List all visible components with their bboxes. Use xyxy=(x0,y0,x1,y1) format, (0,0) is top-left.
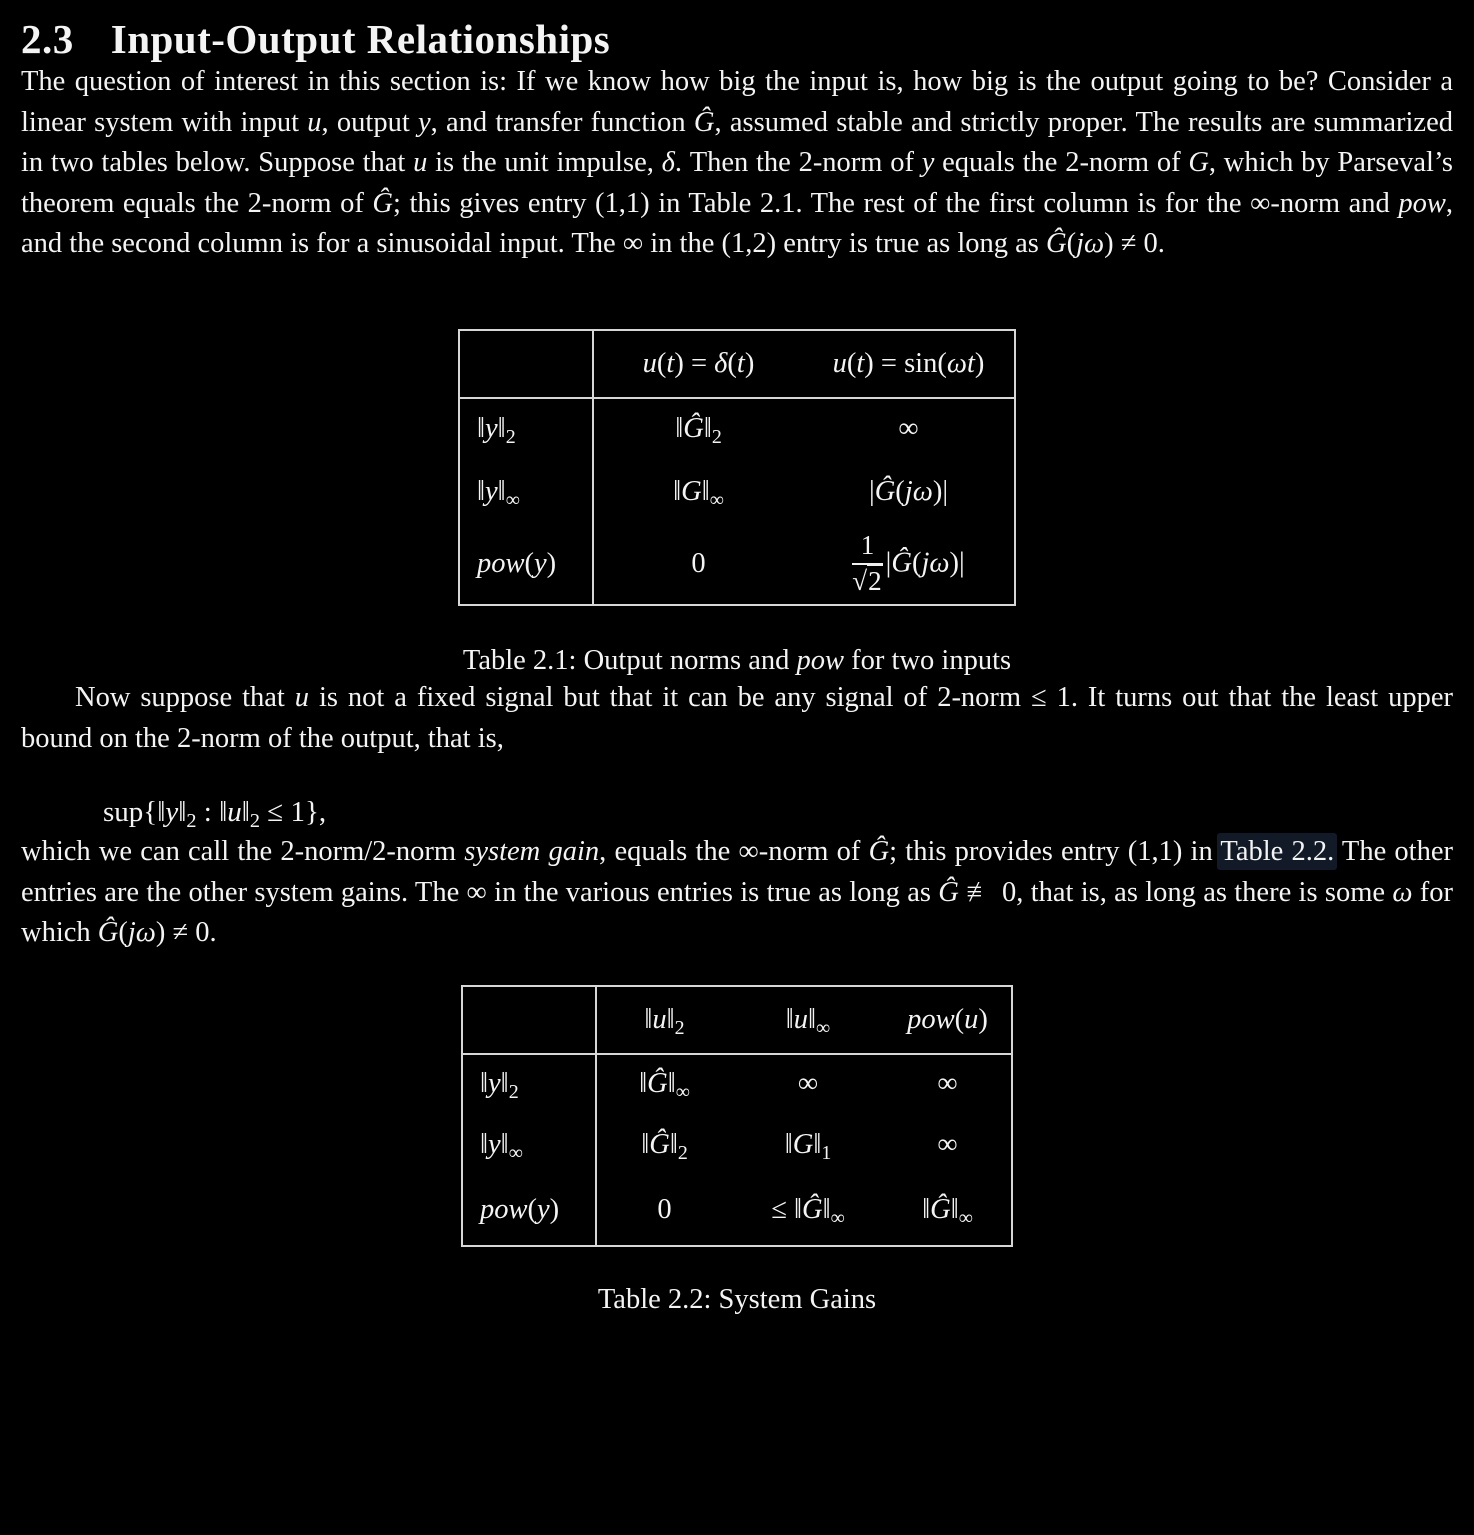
math-subscript: ∞ xyxy=(709,488,724,511)
fraction-one-over-sqrt2: $\frac{1}{√2}$ xyxy=(852,530,882,597)
table-row-label: pow(y) xyxy=(459,524,593,605)
table-row-label: pow(y) xyxy=(462,1176,596,1246)
section-number: 2.3 xyxy=(21,16,74,62)
math-subscript: 1 xyxy=(821,1141,832,1164)
math-italic: system gain xyxy=(464,836,600,868)
math-italic: y xyxy=(537,1194,550,1226)
math-italic: Ĝ xyxy=(1046,228,1067,260)
table-row xyxy=(459,460,1015,524)
table-row-label: $‖y‖_\infty$ xyxy=(462,1114,596,1176)
math-italic: u xyxy=(413,147,428,179)
math-italic: u xyxy=(307,106,322,138)
paragraph-system-gains: which we can call the 2-norm/2-norm system gain, equals the ∞-norm of Ĝ; this provides entry (1,1) in Table 2.2. The other entries are the other system gains. The ∞ in the various entries is true as long as Ĝ ≢ 0, that is, as long as there is some ω for which Ĝ(jω) ≠ 0. xyxy=(21,836,1453,949)
math-italic: jω xyxy=(127,917,156,949)
math-italic: t xyxy=(736,347,745,379)
math-italic: δ xyxy=(661,147,675,179)
math-italic: δ xyxy=(714,347,728,379)
table-cell: ∞ xyxy=(797,1068,819,1100)
table-row xyxy=(462,1054,1012,1114)
math-italic: t xyxy=(856,347,865,379)
math-italic: y xyxy=(485,413,498,445)
math-italic: Ĝ xyxy=(649,1128,670,1160)
math-italic: Ĝ xyxy=(372,187,394,219)
math-italic: G xyxy=(1188,147,1209,179)
table-row-label: $‖y‖_2$ xyxy=(459,398,593,460)
math-italic: pow xyxy=(907,1003,955,1035)
table-column-header: u(t) = sin(ωt) xyxy=(803,330,1015,398)
math-italic: y xyxy=(165,796,179,829)
math-subscript: 2 xyxy=(711,426,722,449)
math-italic: pow xyxy=(1398,187,1446,219)
math-subscript: 2 xyxy=(677,1141,688,1164)
math-italic: Ĝ xyxy=(801,1194,823,1226)
table-row-label: $‖y‖_2$ xyxy=(462,1054,596,1114)
table-cell: $‖Ĝ‖_\infty$ xyxy=(922,1194,973,1230)
math-italic: u xyxy=(294,681,310,713)
math-italic: y xyxy=(534,547,547,579)
math-italic: Ĝ xyxy=(97,917,119,949)
table-cell: ∞ xyxy=(937,1128,958,1160)
section-heading xyxy=(21,16,1453,62)
table-corner-cell xyxy=(462,986,596,1054)
math-italic: u xyxy=(964,1003,979,1035)
math-italic: u xyxy=(642,347,657,379)
table-row xyxy=(459,524,1015,605)
math-italic: Ĝ xyxy=(938,876,959,908)
math-subscript: ∞ xyxy=(675,1081,690,1104)
table-2-2-caption: Table 2.2: System Gains xyxy=(597,1283,877,1315)
math-italic: jω xyxy=(921,547,950,579)
table-row xyxy=(462,1114,1012,1176)
math-subscript: 2 xyxy=(505,426,516,449)
table-header-row xyxy=(462,986,1012,1054)
math-subscript: ∞ xyxy=(958,1207,973,1230)
math-italic: y xyxy=(921,147,935,179)
math-italic: Ĝ xyxy=(930,1194,951,1226)
math-subscript: 2 xyxy=(674,1016,685,1039)
table-corner-cell xyxy=(459,330,593,398)
math-italic: pow xyxy=(796,644,845,676)
math-italic: jω xyxy=(904,475,933,507)
math-italic: u xyxy=(793,1003,809,1035)
table-cell: $‖Ĝ‖_2$ xyxy=(675,413,722,449)
math-subscript: ∞ xyxy=(816,1016,831,1039)
math-subscript: ∞ xyxy=(830,1207,845,1230)
table-cell: 0 xyxy=(691,547,706,579)
math-italic: y xyxy=(488,1068,501,1100)
math-subscript: 2 xyxy=(249,810,261,833)
table-cell: ∞ xyxy=(937,1068,958,1100)
math-italic: y xyxy=(488,1128,501,1160)
math-italic: ω xyxy=(1392,876,1413,908)
math-italic: Ĝ xyxy=(874,475,896,507)
math-italic: jω xyxy=(1076,228,1105,260)
table-cell: $‖Ĝ‖_2$ xyxy=(641,1128,688,1164)
math-italic: Ĝ xyxy=(647,1068,668,1100)
table-cell: $‖G‖_\infty$ xyxy=(673,475,724,511)
table-column-header: u(t) = δ(t) xyxy=(593,330,803,398)
math-subscript: ∞ xyxy=(508,1141,523,1164)
table-column-header: $‖u‖_\infty$ xyxy=(732,986,884,1054)
table-cell: ∞ xyxy=(898,413,919,445)
display-equation: $sup\{‖y‖_2$ : $‖u‖_2 \le 1$}, xyxy=(103,796,327,833)
table-row xyxy=(459,398,1015,460)
table-cell: 0 xyxy=(657,1194,672,1226)
math-italic: pow xyxy=(477,547,525,579)
math-italic: ωt xyxy=(946,347,975,379)
table-row xyxy=(462,1176,1012,1246)
section-title: Input-Output Relationships xyxy=(110,16,611,62)
math-italic: G xyxy=(792,1128,814,1160)
table-column-header: pow(u) xyxy=(884,986,1012,1054)
paragraph-sup-intro: Now suppose that u is not a fixed signal but that it can be any signal of 2-norm ≤ 1. It turns out that the least upper bound on the 2-norm of the output, that is, xyxy=(21,681,1453,754)
table-row-label: $‖y‖_\infty$ xyxy=(459,460,593,524)
math-italic: u xyxy=(227,796,242,829)
math-italic: Ĝ xyxy=(891,547,912,579)
math-italic: u xyxy=(652,1003,667,1035)
table-cell: $‖Ĝ‖_\infty$ xyxy=(639,1068,690,1104)
math-subscript: 2 xyxy=(508,1081,519,1104)
document-page xyxy=(0,16,1474,1317)
math-italic: Ĝ xyxy=(693,106,715,138)
math-subscript: ∞ xyxy=(505,488,520,511)
math-italic: G xyxy=(681,475,702,507)
math-italic: u xyxy=(832,347,847,379)
table-2-1 xyxy=(458,329,1016,606)
math-italic: Ĝ xyxy=(868,836,890,868)
math-italic: Ĝ xyxy=(683,413,704,445)
table-2-2-wrapper xyxy=(21,985,1453,1247)
math-subscript: 2 xyxy=(186,810,197,833)
paragraph-intro: The question of interest in this section is: If we know how big the input is, how big is the output going to be? Consider a linear system with input u, output y, and transfer function Ĝ, assumed stable and strictly proper. The results are summarized in two tables below. Suppose that u is the unit impulse, δ. Then the 2-norm of y equals the 2-norm of G, which by Parseval’s theorem equals the 2-norm of Ĝ; this gives entry (1,1) in Table 2.1. The rest of the first column is for the ∞-norm and pow, and the second column is for a sinusoidal input. The ∞ in the (1,2) entry is true as long as Ĝ(jω) ≠ 0. xyxy=(21,66,1453,260)
table-cell: |Ĝ(jω)| xyxy=(868,475,949,507)
table-cell: ≤ $‖Ĝ‖_\infty$ xyxy=(771,1194,845,1230)
math-italic: y xyxy=(417,106,431,138)
table-2-1-wrapper xyxy=(21,329,1453,606)
table-2-2-link[interactable]: Table 2.2. xyxy=(1220,836,1335,868)
math-italic: pow xyxy=(480,1194,528,1226)
table-cell: $‖G‖_1$ xyxy=(784,1128,832,1164)
table-cell xyxy=(803,524,1015,605)
table-2-2 xyxy=(461,985,1013,1247)
math-italic: t xyxy=(666,347,675,379)
fraction-trailing-term: |Ĝ(jω)| xyxy=(885,547,965,579)
table-header-row xyxy=(459,330,1015,398)
table-column-header: $‖u‖_2$ xyxy=(596,986,732,1054)
table-2-1-caption: Table 2.1: Output norms and pow for two inputs xyxy=(462,644,1012,676)
math-italic: y xyxy=(485,475,498,507)
